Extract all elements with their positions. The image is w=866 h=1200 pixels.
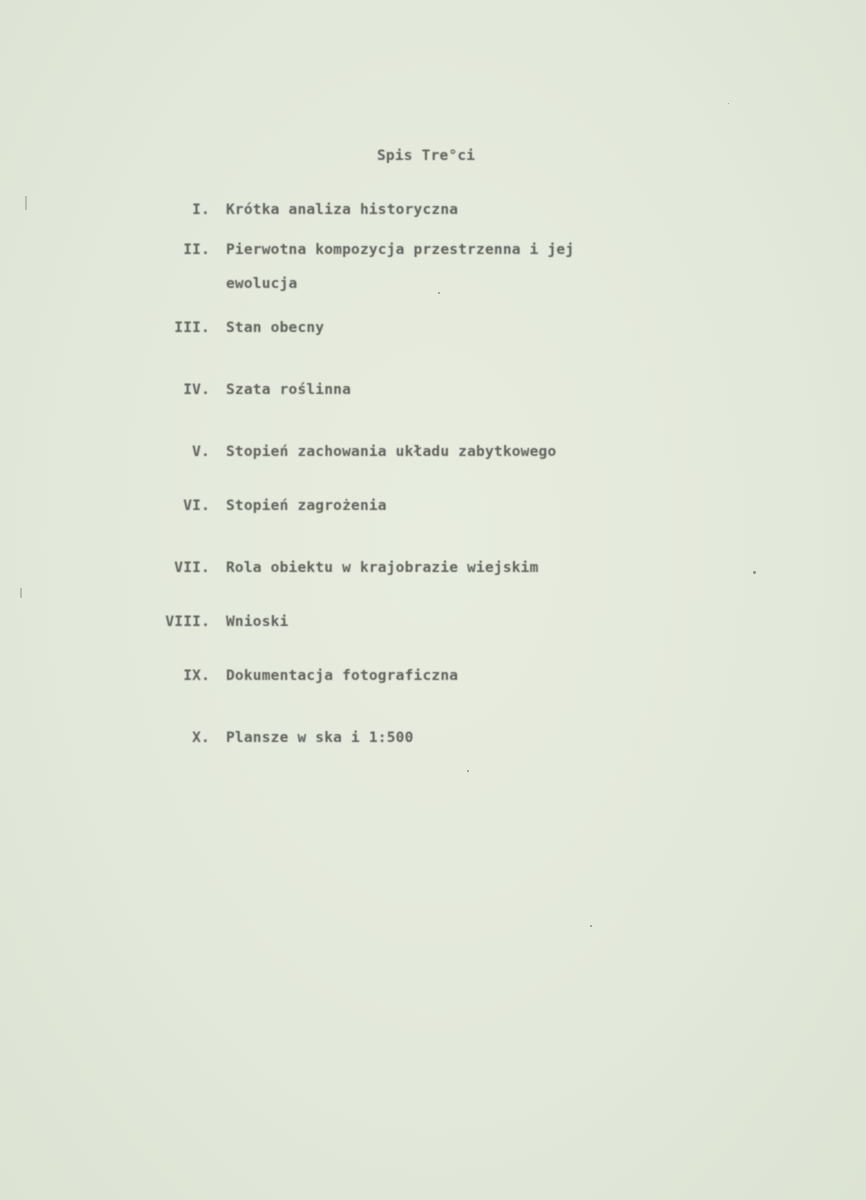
paper-speck [753, 571, 756, 574]
entry-text: Stopień zachowania układu zabytkowego [226, 444, 557, 460]
entry-numeral: VII. [174, 560, 210, 576]
entry-text: Stopień zagrożenia [226, 498, 387, 514]
entry-numeral: IV. [183, 382, 210, 398]
entry-numeral: X. [192, 730, 210, 746]
paper-speck [728, 103, 729, 104]
entry-text: Dokumentacja fotograficzna [226, 668, 459, 684]
entry-text-continuation: ewolucja [226, 276, 298, 292]
entry-numeral: V. [192, 444, 210, 460]
entry-numeral: IX. [183, 668, 210, 684]
entry-text: Wnioski [226, 614, 289, 630]
paper-edge-mark [25, 196, 27, 210]
entry-numeral: VIII. [165, 614, 210, 630]
entry-text: Pierwotna kompozycja przestrzenna i jej [226, 242, 575, 258]
paper-speck [438, 292, 440, 294]
entry-numeral: VI. [183, 498, 210, 514]
entry-numeral: I. [192, 202, 210, 218]
paper-edge-mark [20, 588, 22, 598]
entry-text: Szata roślinna [226, 382, 352, 398]
page-title: Spis Tre°ci [377, 148, 476, 164]
entry-text: Plansze w ska i 1:500 [226, 730, 414, 746]
entry-text: Rola obiektu w krajobrazie wiejskim [226, 560, 539, 576]
entry-numeral: III. [174, 320, 210, 336]
paper-speck [467, 770, 469, 772]
entry-text: Stan obecny [226, 320, 325, 336]
entry-numeral: II. [183, 242, 210, 258]
paper-speck [590, 925, 592, 927]
entry-text: Krótka analiza historyczna [226, 202, 459, 218]
